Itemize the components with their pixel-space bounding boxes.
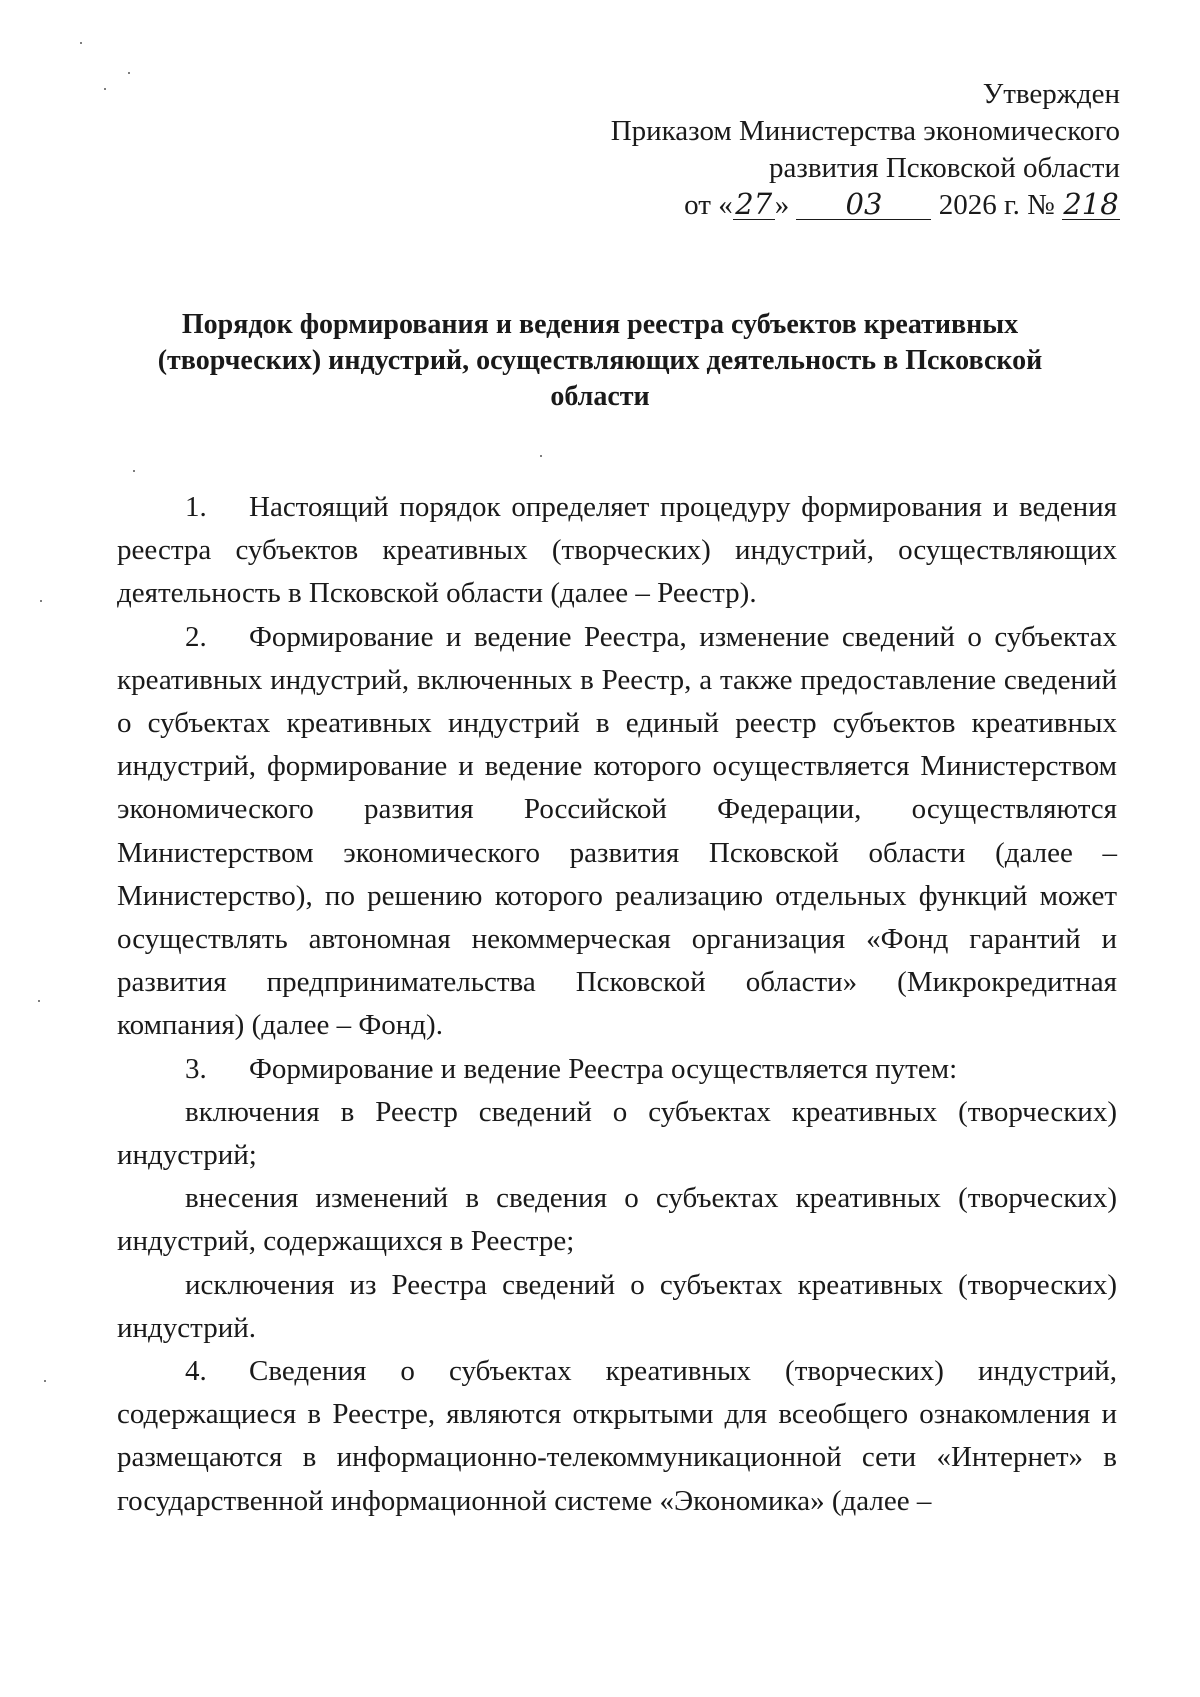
date-day-handwritten: 27 <box>733 189 775 220</box>
approval-order-line: Приказом Министерства экономического <box>610 115 1120 147</box>
list-item-text: исключения из Реестра сведений о субъектах креативных (творческих) индустрий. <box>117 1268 1117 1344</box>
paragraph-4 <box>117 1350 1117 1523</box>
order-number-handwritten: 218 <box>1063 187 1119 221</box>
date-prefix: от « <box>684 189 733 221</box>
paragraph-number: 4. <box>185 1355 207 1388</box>
list-item <box>117 1091 1117 1177</box>
paragraph-text: Формирование и ведение Реестра, изменение сведений о субъектах креативных индустрий, включенных в Реестр, а также предоставление сведений о субъектах креативных индустрий в единый реестр субъектов креативных индустрий, формирование и ведение которого осуществляется Министерством экономического развития Российской Федерации, осуществляются Министерством экономического развития Псковской области (далее – Министерство), по решению которого реализацию отдельных функций может осуществлять автономная некоммерческая организация «Фонд гарантий и развития предпринимательства Псковской области» (Микрокредитная компания) (далее – Фонд). <box>117 620 1117 1042</box>
paragraph-number: 3. <box>185 1052 207 1085</box>
date-year: 2026 г. № <box>938 189 1055 221</box>
paragraph-1 <box>117 486 1117 616</box>
paragraph-text: Сведения о субъектах креативных (творческих) индустрий, содержащиеся в Реестре, являются открытыми для всеобщего ознакомления и размещаются в информационно-телекоммуникационной сети «Интернет» в государственной информационной системе «Экономика» (далее – <box>117 1355 1117 1517</box>
list-item <box>117 1177 1117 1263</box>
paragraph-3 <box>117 1048 1117 1091</box>
date-mid: » <box>774 189 790 221</box>
list-item-text: внесения изменений в сведения о субъектах креативных (творческих) индустрий, содержащихся в Реестре; <box>117 1182 1117 1258</box>
approval-block <box>500 76 1120 224</box>
approval-heading: Утвержден <box>982 78 1120 110</box>
document-body <box>117 486 1117 1523</box>
date-month-handwritten: 03 <box>796 189 931 220</box>
approval-region-line: развития Псковской области <box>769 152 1120 184</box>
list-item-text: включения в Реестр сведений о субъектах креативных (творческих) индустрий; <box>117 1095 1117 1172</box>
document-title: Порядок формирования и ведения реестра субъектов креативных (творческих) индустрий, осуществляющих деятельность в Псковской области <box>157 309 1043 412</box>
paragraph-2 <box>117 616 1117 1048</box>
paragraph-number: 1. <box>185 491 207 523</box>
list-item <box>117 1264 1117 1350</box>
paragraph-text: Формирование и ведение Реестра осуществляется путем: <box>249 1052 958 1085</box>
approval-date-line <box>500 187 1120 224</box>
paragraph-number: 2. <box>185 620 207 653</box>
paragraph-text: Настоящий порядок определяет процедуру формирования и ведения реестра субъектов креативных (творческих) индустрий, осуществляющих деятельность в Псковской области (далее – Реестр). <box>117 491 1117 610</box>
